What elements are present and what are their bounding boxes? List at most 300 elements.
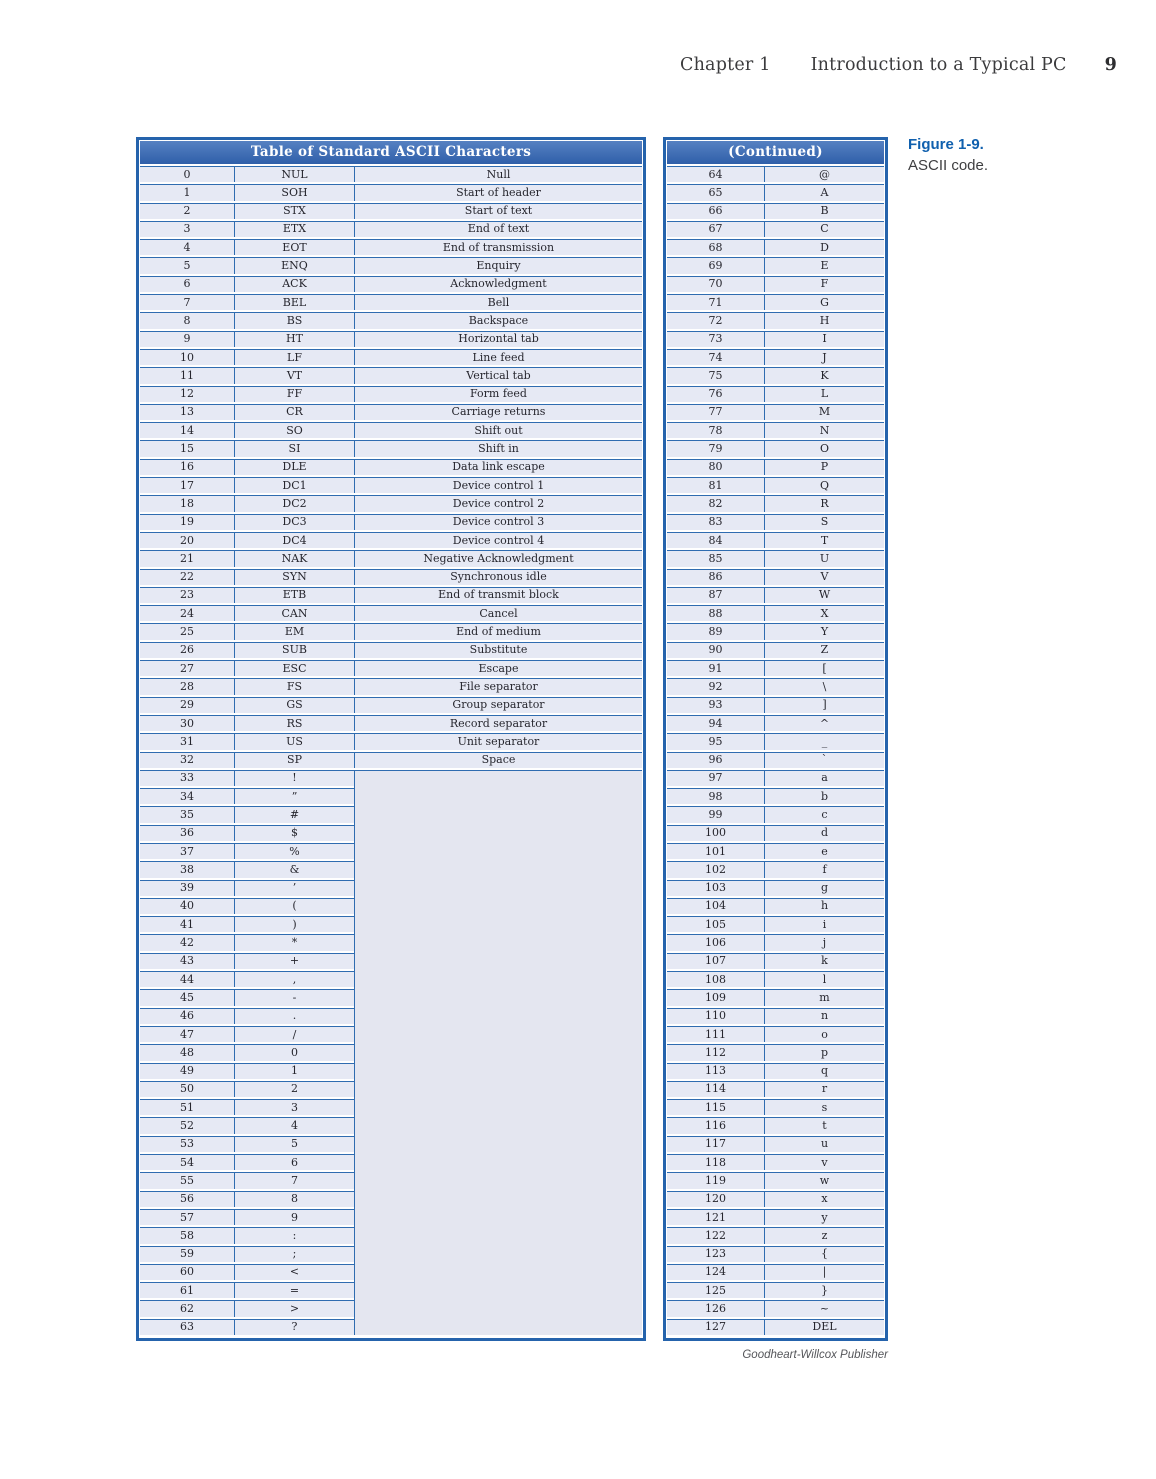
char-cell: EM — [234, 623, 354, 639]
code-cell: 12 — [140, 386, 234, 402]
ascii-row — [140, 605, 642, 621]
desc-cell: Device control 2 — [354, 495, 642, 511]
char-cell: * — [234, 934, 354, 950]
code-cell: 56 — [140, 1191, 234, 1207]
ascii-row — [667, 386, 884, 402]
desc-cell: Space — [354, 752, 642, 768]
char-cell: f — [764, 861, 884, 877]
char-cell: ” — [234, 788, 354, 804]
desc-cell: Data link escape — [354, 459, 642, 475]
code-cell: 112 — [667, 1044, 764, 1060]
ascii-row — [140, 294, 642, 310]
ascii-row — [667, 587, 884, 603]
code-cell: 73 — [667, 331, 764, 347]
char-cell: ` — [764, 752, 884, 768]
ascii-row — [667, 916, 884, 932]
code-cell: 16 — [140, 459, 234, 475]
code-cell: 82 — [667, 495, 764, 511]
char-cell: K — [764, 367, 884, 383]
code-cell: 108 — [667, 971, 764, 987]
code-cell: 71 — [667, 294, 764, 310]
char-cell: M — [764, 404, 884, 420]
ascii-row — [667, 971, 884, 987]
code-cell: 125 — [667, 1282, 764, 1298]
char-cell: , — [234, 971, 354, 987]
char-cell: : — [234, 1227, 354, 1243]
char-cell: ENQ — [234, 257, 354, 273]
char-cell: n — [764, 1008, 884, 1024]
ascii-row — [140, 477, 642, 493]
char-cell: . — [234, 1008, 354, 1024]
page-number: 9 — [1104, 55, 1117, 75]
char-cell: 8 — [234, 1191, 354, 1207]
code-cell: 102 — [667, 861, 764, 877]
char-cell: O — [764, 440, 884, 456]
code-cell: 67 — [667, 221, 764, 237]
ascii-row — [667, 1008, 884, 1024]
code-cell: 35 — [140, 806, 234, 822]
char-cell: b — [764, 788, 884, 804]
char-cell: P — [764, 459, 884, 475]
desc-cell: Acknowledgment — [354, 276, 642, 292]
code-cell: 91 — [667, 660, 764, 676]
ascii-table-64-127 — [667, 164, 884, 1337]
char-cell: NAK — [234, 550, 354, 566]
desc-cell: Cancel — [354, 605, 642, 621]
ascii-row — [667, 221, 884, 237]
code-cell: 44 — [140, 971, 234, 987]
ascii-row — [140, 257, 642, 273]
char-cell: E — [764, 257, 884, 273]
char-cell: } — [764, 1282, 884, 1298]
ascii-row — [140, 550, 642, 566]
code-cell: 51 — [140, 1099, 234, 1115]
code-cell: 75 — [667, 367, 764, 383]
char-cell: S — [764, 514, 884, 530]
code-cell: 58 — [140, 1227, 234, 1243]
char-cell: F — [764, 276, 884, 292]
ascii-row — [140, 312, 642, 328]
ascii-row — [140, 367, 642, 383]
ascii-row — [667, 880, 884, 896]
char-cell: a — [764, 770, 884, 786]
char-cell: d — [764, 825, 884, 841]
char-cell: - — [234, 989, 354, 1005]
ascii-row — [667, 331, 884, 347]
char-cell: e — [764, 843, 884, 859]
char-cell: 3 — [234, 1099, 354, 1115]
desc-cell: Device control 4 — [354, 532, 642, 548]
ascii-row — [667, 312, 884, 328]
ascii-row — [667, 660, 884, 676]
code-cell: 61 — [140, 1282, 234, 1298]
char-cell: B — [764, 203, 884, 219]
ascii-row — [140, 532, 642, 548]
char-cell: 2 — [234, 1081, 354, 1097]
desc-cell: Device control 3 — [354, 514, 642, 530]
char-cell: ] — [764, 697, 884, 713]
char-cell: ACK — [234, 276, 354, 292]
desc-cell: Escape — [354, 660, 642, 676]
ascii-row — [667, 239, 884, 255]
char-cell: o — [764, 1026, 884, 1042]
code-cell: 98 — [667, 788, 764, 804]
code-cell: 117 — [667, 1136, 764, 1152]
code-cell: 126 — [667, 1300, 764, 1316]
char-cell: DC3 — [234, 514, 354, 530]
code-cell: 101 — [667, 843, 764, 859]
char-cell: ~ — [764, 1300, 884, 1316]
code-cell: 122 — [667, 1227, 764, 1243]
char-cell: < — [234, 1264, 354, 1280]
code-cell: 121 — [667, 1209, 764, 1225]
ascii-row — [667, 1191, 884, 1207]
ascii-row — [140, 678, 642, 694]
ascii-row — [140, 239, 642, 255]
char-cell: ! — [234, 770, 354, 786]
char-cell: DC1 — [234, 477, 354, 493]
ascii-row — [140, 623, 642, 639]
ascii-row — [667, 477, 884, 493]
ascii-row — [667, 203, 884, 219]
char-cell: DEL — [764, 1319, 884, 1335]
char-cell: SUB — [234, 642, 354, 658]
code-cell: 64 — [667, 166, 764, 182]
char-cell: @ — [764, 166, 884, 182]
ascii-row — [140, 184, 642, 200]
code-cell: 62 — [140, 1300, 234, 1316]
char-cell: G — [764, 294, 884, 310]
code-cell: 110 — [667, 1008, 764, 1024]
char-cell: w — [764, 1172, 884, 1188]
code-cell: 90 — [667, 642, 764, 658]
char-cell: z — [764, 1227, 884, 1243]
char-cell: + — [234, 953, 354, 969]
ascii-row — [667, 788, 884, 804]
char-cell: $ — [234, 825, 354, 841]
desc-cell: Start of header — [354, 184, 642, 200]
code-cell: 65 — [667, 184, 764, 200]
ascii-row — [667, 276, 884, 292]
chapter-label: Chapter 1 — [680, 55, 771, 75]
code-cell: 84 — [667, 532, 764, 548]
ascii-row — [140, 660, 642, 676]
char-cell: m — [764, 989, 884, 1005]
ascii-table-standard — [136, 137, 646, 1341]
char-cell: ? — [234, 1319, 354, 1335]
char-cell: 1 — [234, 1063, 354, 1079]
code-cell: 72 — [667, 312, 764, 328]
code-cell: 103 — [667, 880, 764, 896]
ascii-row — [667, 642, 884, 658]
code-cell: 119 — [667, 1172, 764, 1188]
desc-cell: End of text — [354, 221, 642, 237]
char-cell: / — [234, 1026, 354, 1042]
code-cell: 53 — [140, 1136, 234, 1152]
char-cell: 6 — [234, 1154, 354, 1170]
ascii-row — [667, 349, 884, 365]
desc-cell: Device control 1 — [354, 477, 642, 493]
ascii-row — [667, 367, 884, 383]
code-cell: 8 — [140, 312, 234, 328]
char-cell: N — [764, 422, 884, 438]
code-cell: 34 — [140, 788, 234, 804]
code-cell: 100 — [667, 825, 764, 841]
code-cell: 17 — [140, 477, 234, 493]
char-cell: x — [764, 1191, 884, 1207]
code-cell: 5 — [140, 257, 234, 273]
code-cell: 63 — [140, 1319, 234, 1335]
char-cell: A — [764, 184, 884, 200]
char-cell: v — [764, 1154, 884, 1170]
char-cell: > — [234, 1300, 354, 1316]
ascii-row — [140, 331, 642, 347]
char-cell: g — [764, 880, 884, 896]
char-cell: ’ — [234, 880, 354, 896]
char-cell: [ — [764, 660, 884, 676]
char-cell: RS — [234, 715, 354, 731]
code-cell: 60 — [140, 1264, 234, 1280]
desc-cell: Enquiry — [354, 257, 642, 273]
char-cell: EOT — [234, 239, 354, 255]
code-cell: 28 — [140, 678, 234, 694]
publisher-credit: Goodheart-Willcox Publisher — [742, 1349, 888, 1361]
ascii-row — [667, 166, 884, 182]
char-cell: H — [764, 312, 884, 328]
ascii-row — [667, 934, 884, 950]
code-cell: 99 — [667, 806, 764, 822]
code-cell: 2 — [140, 203, 234, 219]
char-cell: L — [764, 386, 884, 402]
char-cell: ETX — [234, 221, 354, 237]
char-cell: GS — [234, 697, 354, 713]
char-cell: R — [764, 495, 884, 511]
ascii-row — [667, 770, 884, 786]
char-cell: Y — [764, 623, 884, 639]
code-cell: 11 — [140, 367, 234, 383]
desc-cell: Form feed — [354, 386, 642, 402]
code-cell: 69 — [667, 257, 764, 273]
char-cell: W — [764, 587, 884, 603]
desc-cell: End of transmission — [354, 239, 642, 255]
ascii-row — [667, 697, 884, 713]
code-cell: 1 — [140, 184, 234, 200]
code-cell: 24 — [140, 605, 234, 621]
code-cell: 66 — [667, 203, 764, 219]
code-cell: 0 — [140, 166, 234, 182]
code-cell: 120 — [667, 1191, 764, 1207]
char-cell: { — [764, 1246, 884, 1262]
char-cell: 0 — [234, 1044, 354, 1060]
code-cell: 21 — [140, 550, 234, 566]
ascii-row — [667, 404, 884, 420]
char-cell: p — [764, 1044, 884, 1060]
ascii-row — [667, 752, 884, 768]
code-cell: 124 — [667, 1264, 764, 1280]
char-cell: j — [764, 934, 884, 950]
code-cell: 104 — [667, 898, 764, 914]
code-cell: 23 — [140, 587, 234, 603]
char-cell: c — [764, 806, 884, 822]
ascii-row — [667, 1172, 884, 1188]
ascii-row — [667, 184, 884, 200]
char-cell: _ — [764, 733, 884, 749]
code-cell: 116 — [667, 1117, 764, 1133]
ascii-row — [667, 806, 884, 822]
desc-cell: Backspace — [354, 312, 642, 328]
ascii-row — [140, 715, 642, 731]
code-cell: 43 — [140, 953, 234, 969]
code-cell: 4 — [140, 239, 234, 255]
code-cell: 29 — [140, 697, 234, 713]
char-cell: FS — [234, 678, 354, 694]
char-cell: SOH — [234, 184, 354, 200]
code-cell: 30 — [140, 715, 234, 731]
code-cell: 88 — [667, 605, 764, 621]
ascii-row — [667, 898, 884, 914]
char-cell: t — [764, 1117, 884, 1133]
char-cell: ; — [234, 1246, 354, 1262]
ascii-row — [140, 422, 642, 438]
code-cell: 22 — [140, 569, 234, 585]
desc-cell: Line feed — [354, 349, 642, 365]
ascii-table-title: Table of Standard ASCII Characters — [140, 141, 642, 164]
code-cell: 45 — [140, 989, 234, 1005]
ascii-row — [667, 1117, 884, 1133]
ascii-row — [140, 440, 642, 456]
code-cell: 86 — [667, 569, 764, 585]
char-cell: u — [764, 1136, 884, 1152]
char-cell: NUL — [234, 166, 354, 182]
ascii-row — [667, 1081, 884, 1097]
ascii-row — [667, 1026, 884, 1042]
ascii-row — [667, 1154, 884, 1170]
char-cell: ) — [234, 916, 354, 932]
ascii-row — [667, 1209, 884, 1225]
code-cell: 96 — [667, 752, 764, 768]
code-cell: 14 — [140, 422, 234, 438]
code-cell: 95 — [667, 733, 764, 749]
code-cell: 18 — [140, 495, 234, 511]
char-cell: k — [764, 953, 884, 969]
ascii-row — [140, 166, 642, 182]
desc-cell: Start of text — [354, 203, 642, 219]
ascii-row — [140, 697, 642, 713]
ascii-row — [140, 459, 642, 475]
code-cell: 83 — [667, 514, 764, 530]
code-cell: 55 — [140, 1172, 234, 1188]
ascii-row — [667, 678, 884, 694]
ascii-row — [667, 1282, 884, 1298]
code-cell: 13 — [140, 404, 234, 420]
code-cell: 97 — [667, 770, 764, 786]
code-cell: 94 — [667, 715, 764, 731]
char-cell: SP — [234, 752, 354, 768]
code-cell: 48 — [140, 1044, 234, 1060]
code-cell: 114 — [667, 1081, 764, 1097]
code-cell: 27 — [140, 660, 234, 676]
chapter-title: Introduction to a Typical PC — [810, 55, 1067, 75]
ascii-row — [667, 715, 884, 731]
char-cell: ( — [234, 898, 354, 914]
desc-cell: Synchronous idle — [354, 569, 642, 585]
char-cell: % — [234, 843, 354, 859]
char-cell: q — [764, 1063, 884, 1079]
ascii-row — [667, 1319, 884, 1335]
char-cell: US — [234, 733, 354, 749]
code-cell: 31 — [140, 733, 234, 749]
ascii-row — [667, 440, 884, 456]
ascii-row — [667, 514, 884, 530]
ascii-row — [140, 569, 642, 585]
char-cell: ETB — [234, 587, 354, 603]
desc-cell: Substitute — [354, 642, 642, 658]
desc-cell: Horizontal tab — [354, 331, 642, 347]
ascii-row — [667, 843, 884, 859]
ascii-row — [667, 294, 884, 310]
code-cell: 54 — [140, 1154, 234, 1170]
char-cell: T — [764, 532, 884, 548]
ascii-row — [140, 642, 642, 658]
ascii-row — [667, 495, 884, 511]
ascii-row — [140, 587, 642, 603]
ascii-row — [140, 752, 642, 768]
char-cell: 5 — [234, 1136, 354, 1152]
char-cell: r — [764, 1081, 884, 1097]
ascii-row — [140, 733, 642, 749]
code-cell: 105 — [667, 916, 764, 932]
ascii-row — [667, 605, 884, 621]
char-cell: I — [764, 331, 884, 347]
code-cell: 109 — [667, 989, 764, 1005]
code-cell: 106 — [667, 934, 764, 950]
ascii-row — [667, 569, 884, 585]
char-cell: l — [764, 971, 884, 987]
desc-cell: Shift in — [354, 440, 642, 456]
figure-caption — [908, 136, 988, 174]
code-cell: 20 — [140, 532, 234, 548]
char-cell: LF — [234, 349, 354, 365]
code-cell: 107 — [667, 953, 764, 969]
char-cell: # — [234, 806, 354, 822]
code-cell: 74 — [667, 349, 764, 365]
char-cell: 9 — [234, 1209, 354, 1225]
desc-cell: Record separator — [354, 715, 642, 731]
desc-cell-merged — [354, 770, 642, 1335]
ascii-row — [667, 733, 884, 749]
char-cell: ESC — [234, 660, 354, 676]
code-cell: 92 — [667, 678, 764, 694]
ascii-row — [667, 257, 884, 273]
char-cell: DLE — [234, 459, 354, 475]
char-cell: & — [234, 861, 354, 877]
char-cell: y — [764, 1209, 884, 1225]
char-cell: = — [234, 1282, 354, 1298]
code-cell: 49 — [140, 1063, 234, 1079]
code-cell: 19 — [140, 514, 234, 530]
desc-cell: End of medium — [354, 623, 642, 639]
ascii-row — [140, 404, 642, 420]
code-cell: 37 — [140, 843, 234, 859]
char-cell: | — [764, 1264, 884, 1280]
ascii-row — [667, 953, 884, 969]
desc-cell: End of transmit block — [354, 587, 642, 603]
code-cell: 70 — [667, 276, 764, 292]
char-cell: VT — [234, 367, 354, 383]
ascii-row — [667, 1044, 884, 1060]
ascii-row — [140, 514, 642, 530]
ascii-row — [140, 495, 642, 511]
